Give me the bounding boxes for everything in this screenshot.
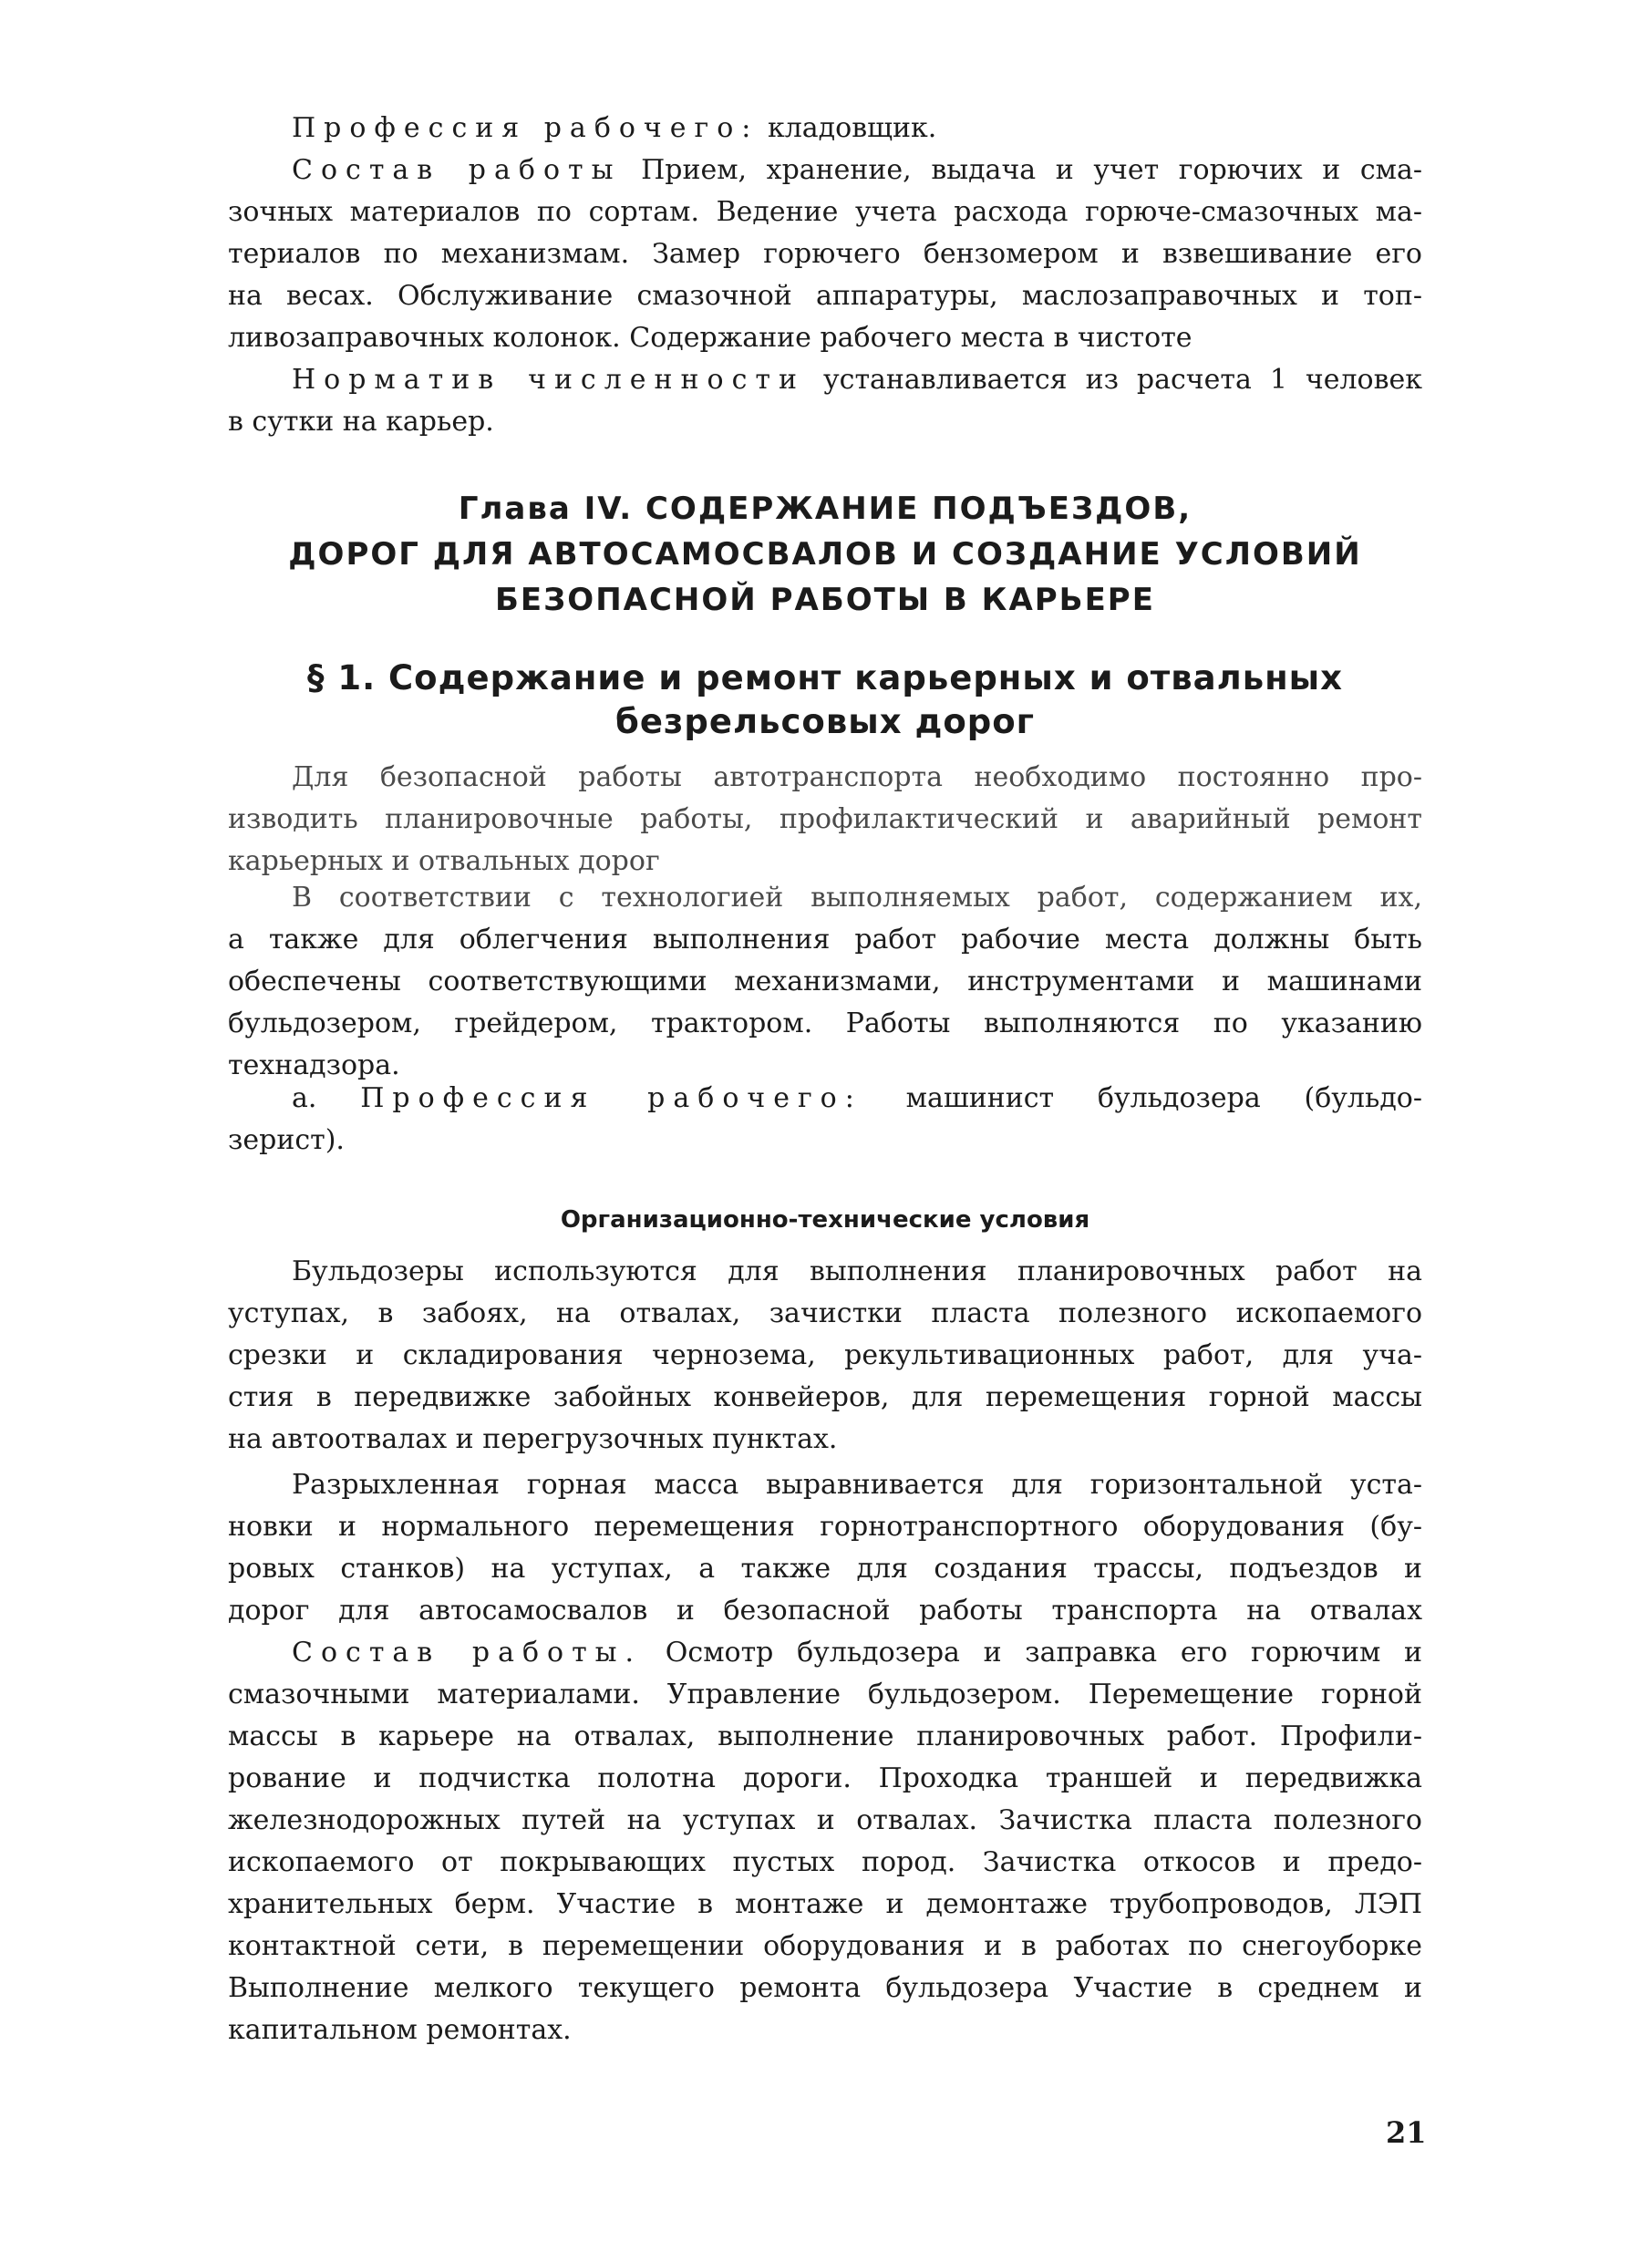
paragraph-technology: В соответствии с технологией выполняемых работ, содержанием их, а также для облегчения выполнения работ рабочие места должны быть обеспечены соответствующими механизмами, инструментами и машинами бульдозером, грейдером, трактором. Работы выполняются по указанию технадзора.	[228, 882, 1422, 1081]
work-composition-line-3: териалов по механизмам. Замер горючего бензомером и взвешивание его	[228, 238, 1422, 270]
intro-block	[228, 108, 1422, 443]
paragraph-loosened-mass: Разрыхленная горная масса выравнивается для горизонтальной уста- новки и нормального перемещения горнотранспортного оборудования (бу- ровых станков) на уступах, а также для создания трассы, подъездов и дорог для автосамосвалов и безопасной работы транспорта на отвалах	[228, 1469, 1422, 1627]
headcount-line-2: в сутки на карьер.	[228, 406, 494, 438]
headcount-label: Норматив численности	[292, 364, 805, 396]
work-composition-label: Состав работы	[292, 154, 622, 186]
page-number: 21	[1386, 2115, 1427, 2150]
profession-value: кладовщик.	[767, 112, 937, 144]
item-prefix: а.	[292, 1082, 317, 1114]
chapter-title-line-3: БЕЗОПАСНОЙ РАБОТЫ В КАРЬЕРЕ	[495, 582, 1155, 618]
profession-label: Профессия рабочего:	[292, 112, 759, 144]
paragraph-bulldozer-usage: Бульдозеры используются для выполнения планировочных работ на уступах, в забоях, на отвалах, зачистки пласта полезного ископаемого срезки и складирования чернозема, рекультивационных работ, для уча- стия в передвижке забойных конвейеров, для перемещения горной массы на автоотвалах и перегрузочных пунктах.	[228, 1255, 1422, 1455]
work-composition-label-2: Состав работы.	[292, 1637, 643, 1669]
paragraph-bulldozer-operator: а. Профессия рабочего: машинист бульдозера (бульдо- зерист).	[228, 1082, 1422, 1156]
work-composition-line-1: Состав работы Прием, хранение, выдача и учет горючих и сма-	[292, 154, 1422, 186]
organizational-subheading: Организационно-технические условия	[560, 1206, 1090, 1234]
headcount-line-1: Норматив численности устанавливается из расчета 1 человек	[292, 364, 1422, 396]
section-title-line-1: § 1. Содержание и ремонт карьерных и отвальных	[306, 658, 1344, 697]
section-title-line-2: безрельсовых дорог	[614, 702, 1035, 741]
work-composition-line-2: зочных материалов по сортам. Ведение учета расхода горюче-смазочных ма-	[228, 196, 1422, 228]
chapter-title-line-2: ДОРОГ ДЛЯ АВТОСАМОСВАЛОВ И СОЗДАНИЕ УСЛОВИЙ	[288, 536, 1362, 573]
chapter-title-line-1: Глава IV. СОДЕРЖАНИЕ ПОДЪЕЗДОВ,	[458, 491, 1193, 527]
profession-label-2: Профессия рабочего:	[360, 1082, 862, 1114]
profession-line	[228, 108, 1422, 150]
paragraph-work-composition-bulldozer: Состав работы. Осмотр бульдозера и заправка его горючим и смазочными материалами. Управление бульдозером. Перемещение горной массы в карьере на отвалах, выполнение планировочных работ. Профили- рование и подчистка полотна дороги. Проходка траншей и передвижка железнодорожных путей на уступах и отвалах. Зачистка пласта полезного ископаемого от покрывающих пустых пород. Зачистка откосов и предо- хранительных берм. Участие в монтаже и демонтаже трубопроводов, ЛЭП контактной сети, в перемещении оборудования и в работах по снегоуборке Выполнение мелкого текущего ремонта бульдозера Участие в среднем и капитальном ремонтах.	[228, 1637, 1422, 2046]
paragraph-road-maintenance: Для безопасной работы автотранспорта необходимо постоянно про- изводить планировочные работы, профилактический и аварийный ремонт карьерных и отвальных дорог	[228, 761, 1422, 877]
work-composition-line-4: на весах. Обслуживание смазочной аппаратуры, маслозаправочных и топ-	[228, 280, 1422, 312]
work-composition-line-5: ливозаправочных колонок. Содержание рабочего места в чистоте	[228, 322, 1193, 354]
